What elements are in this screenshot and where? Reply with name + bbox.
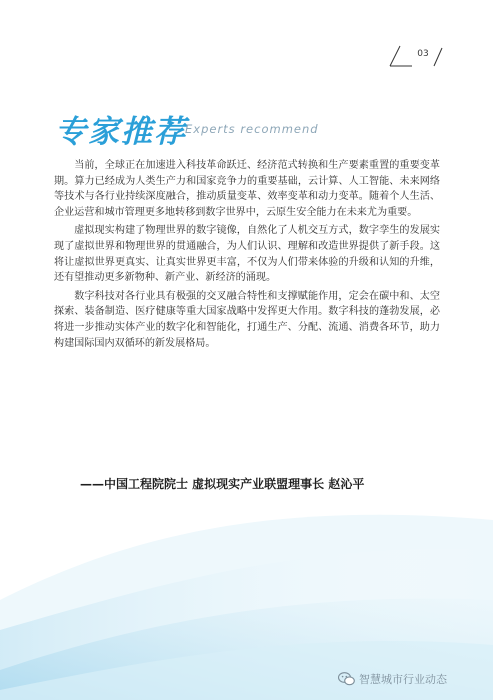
paragraph: 虚拟现实构建了物理世界的数字镜像，自然化了人机交互方式，数字孪生的发展实现了虚拟世界和物理世界的贯通融合，为人们认识、理解和改造世界提供了新手段。这将让虚拟世界更真实、让真实世界更丰富，不仅为人们带来体验的升级和认知的升维，还有望推动更多新物种、新产业、新经济的涌现。 <box>54 225 440 284</box>
page-title: 专家推荐 <box>55 114 187 150</box>
paragraph: 当前，全球正在加速进入科技革命跃迁、经济范式转换和生产要素重置的重要变革期。算力已经成为人类生产力和国家竞争力的重要基础，云计算、人工智能、未来网络等技术与各行业持续深度融合，推动质量变革、效率变革和动力变革。随着个人生活、企业运营和城市管理更多地转移到数字世界中，云原生安全能力在未来尤为重要。 <box>54 160 440 218</box>
page-number-text: 03 <box>417 49 429 59</box>
watermark-text: 智慧城市行业动态 <box>359 673 447 686</box>
wave-decoration <box>0 480 493 700</box>
watermark <box>338 669 447 689</box>
page-number <box>388 44 450 68</box>
article-body <box>54 158 440 354</box>
wechat-icon <box>338 672 355 686</box>
page-subtitle: Experts recommend <box>185 122 319 136</box>
paragraph: 数字科技对各行业具有极强的交叉融合特性和支撑赋能作用，定会在碳中和、太空探索、装备制造、医疗健康等重大国家战略中发挥更大作用。数字科技的蓬勃发展，必将进一步推动实体产业的数字化和智能化，打通生产、分配、流通、消费各环节，助力构建国际国内双循环的新发展格局。 <box>54 290 440 349</box>
quote-attribution: ——中国工程院院士 虚拟现实产业联盟理事长 赵沁平 <box>80 477 365 491</box>
